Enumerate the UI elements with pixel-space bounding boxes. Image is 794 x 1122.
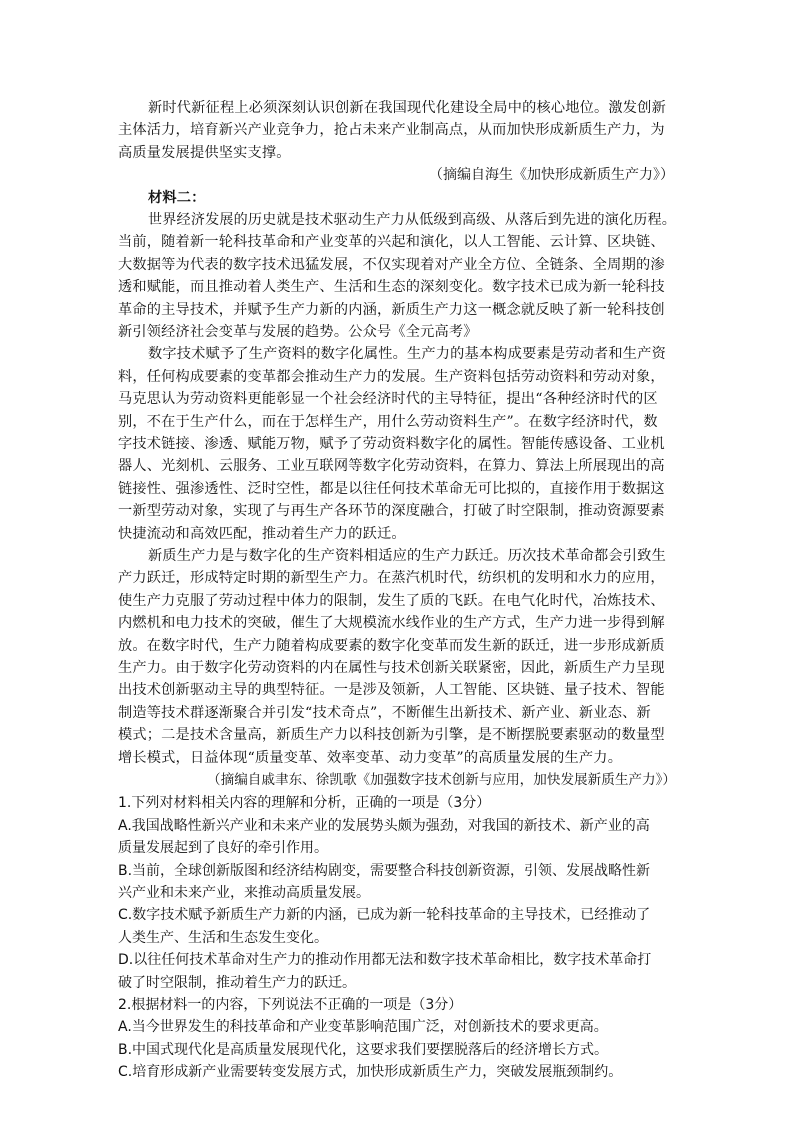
para3-line: 链接性、强渗透性、泛时空性，都是以往任何技术革命无可比拟的，直接作用于数据这 [118,480,665,497]
para4-line: 产力跃迁，形成特定时期的新型生产力。在蒸汽机时代，纺织机的发明和水力的应用， [118,570,665,587]
para4-line: 新质生产力是与数字化的生产资料相适应的生产力跃迁。历次技术革命都会引致生 [148,548,666,564]
para3-line: 数字技术赋予了生产资料的数字化属性。生产力的基本构成要素是劳动者和生产资 [148,346,666,363]
question-1-option-a-cont: 质量发展起到了良好的牵引作用。 [118,840,328,857]
para4-line: 制造等技术群逐渐聚合并引发“技术奇点”，不断催生出新技术、新产业、新业态、新 [118,704,651,721]
material-2-heading: 材料二： [148,189,206,206]
question-1-option-d: D.以往任何技术革命对生产力的推动作用都无法和数字技术革命相比，数字技术革命打 [118,952,652,969]
question-1-option-b-cont: 兴产业和未来产业，来推动高质量发展。 [118,885,370,901]
question-1-stem: 1.下列对材料相关内容的理解和分析，正确的一项是（3分） [118,795,491,812]
para3-line: 快捷流动和高效匹配，推动着生产力的跃迁。 [118,525,406,542]
para4-line: 使生产力克服了劳动过程中体力的限制，发生了质的飞跃。在电气化时代，冶炼技术、 [118,592,665,609]
para4-line: 出技术创新驱动主导的典型特征。一是涉及领新，人工智能、区块链、量子技术、智能 [118,682,665,699]
source-citation-2: （摘编自戚聿东、徐凯歌《加强数字技术创新与应用，加快发展新质生产力》） [207,772,676,788]
para2-line: 当前，随着新一轮科技革命和产业变革的兴起和演化，以人工智能、云计算、区块链、 [118,234,665,251]
para1-line: 主体活力，培育新兴产业竞争力，抢占未来产业制高点，从而加快形成新质生产力，为 [118,122,665,139]
para3-line: 马克思认为劳动资料更能彰显一个社会经济时代的主导特征，提出“各种经济时代的区 [118,391,658,408]
para4-line: 生产力。由于数字化劳动资料的内在属性与技术创新关联紧密，因此，新质生产力呈现 [118,660,665,676]
question-1-option-d-cont: 破了时空限制，推动着生产力的跃迁。 [118,974,356,991]
para1-line: 新时代新征程上必须深刻认识创新在我国现代化建设全局中的核心地位。激发创新 [148,100,666,116]
para4-line: 内燃机和电力技术的突破，催生了大规模流水线作业的生产方式，生产力进一步得到解 [118,615,665,632]
para3-line: 字技术链接、渗透、赋能万物，赋予了劳动资料数字化的属性。智能传感设备、工业机 [118,436,665,452]
para2-line: 新引领经济社会变革与发展的趋势。公众号《全元高考》 [118,324,478,340]
question-1-option-b: B.当前，全球创新版图和经济结构剧变，需要整合科技创新资源，引领、发展战略性新 [118,862,651,879]
para4-line: 模式；二是技术含量高，新质生产力以科技创新为引擎，是不断摆脱要素驱动的数量型 [118,727,665,744]
para2-line: 大数据等为代表的数字技术迅猛发展，不仅实现着对产业全方位、全链条、全周期的渗 [118,256,665,273]
para2-line: 革命的主导技术，并赋予生产力新的内涵，新质生产力这一概念就反映了新一轮科技创 [118,301,665,318]
question-2-option-a: A.当今世界发生的科技革命和产业变革影响范围广泛，对创新技术的要求更高。 [118,1019,608,1036]
question-2-option-b: B.中国式现代化是高质量发展现代化，这要求我们要摆脱落后的经济增长方式。 [118,1041,609,1058]
question-1-option-c-cont: 人类生产、生活和生态发生变化。 [118,929,328,946]
para3-line: 一新型劳动对象，实现了与再生产各环节的深度融合，打破了时空限制，推动资源要素 [118,503,665,520]
para3-line: 料，任何构成要素的变革都会推动生产力的发展。生产资料包括劳动资料和劳动对象， [118,368,665,385]
para4-line: 放。在数字时代，生产力随着构成要素的数字化变革而发生新的跃迁，进一步形成新质 [118,637,665,654]
question-1-option-c: C.数字技术赋予新质生产力新的内涵，已成为新一轮科技革命的主导技术，已经推动了 [118,907,651,924]
source-citation-1: （摘编自海生《加快形成新质生产力》） [429,167,674,184]
para2-line: 透和赋能，而且推动着人类生产、生活和生态的深刻变化。数字技术已成为新一轮科技 [118,279,665,296]
para3-line: 别，不在于生产什么，而在于怎样生产，用什么劳动资料生产”。在数字经济时代，数 [118,413,658,430]
question-1-option-a: A.我国战略性新兴产业和未来产业的发展势头颇为强劲，对我国的新技术、新产业的高 [118,817,650,834]
para2-line: 世界经济发展的历史就是技术驱动生产力从低级到高级、从落后到先进的演化历程。 [148,212,677,228]
para4-line: 增长模式，日益体现“质量变革、效率变革、动力变革”的高质量发展的生产力。 [118,749,623,766]
para3-line: 器人、光刻机、云服务、工业互联网等数字化劳动资料，在算力、算法上所展现出的高 [118,458,665,475]
question-2-stem: 2.根据材料一的内容，下列说法不正确的一项是（3分） [118,997,463,1013]
question-2-option-c: C.培育形成新产业需要转变发展方式，加快形成新质生产力，突破发展瓶颈制约。 [118,1064,623,1081]
para1-line: 高质量发展提供坚实支撑。 [118,144,291,161]
